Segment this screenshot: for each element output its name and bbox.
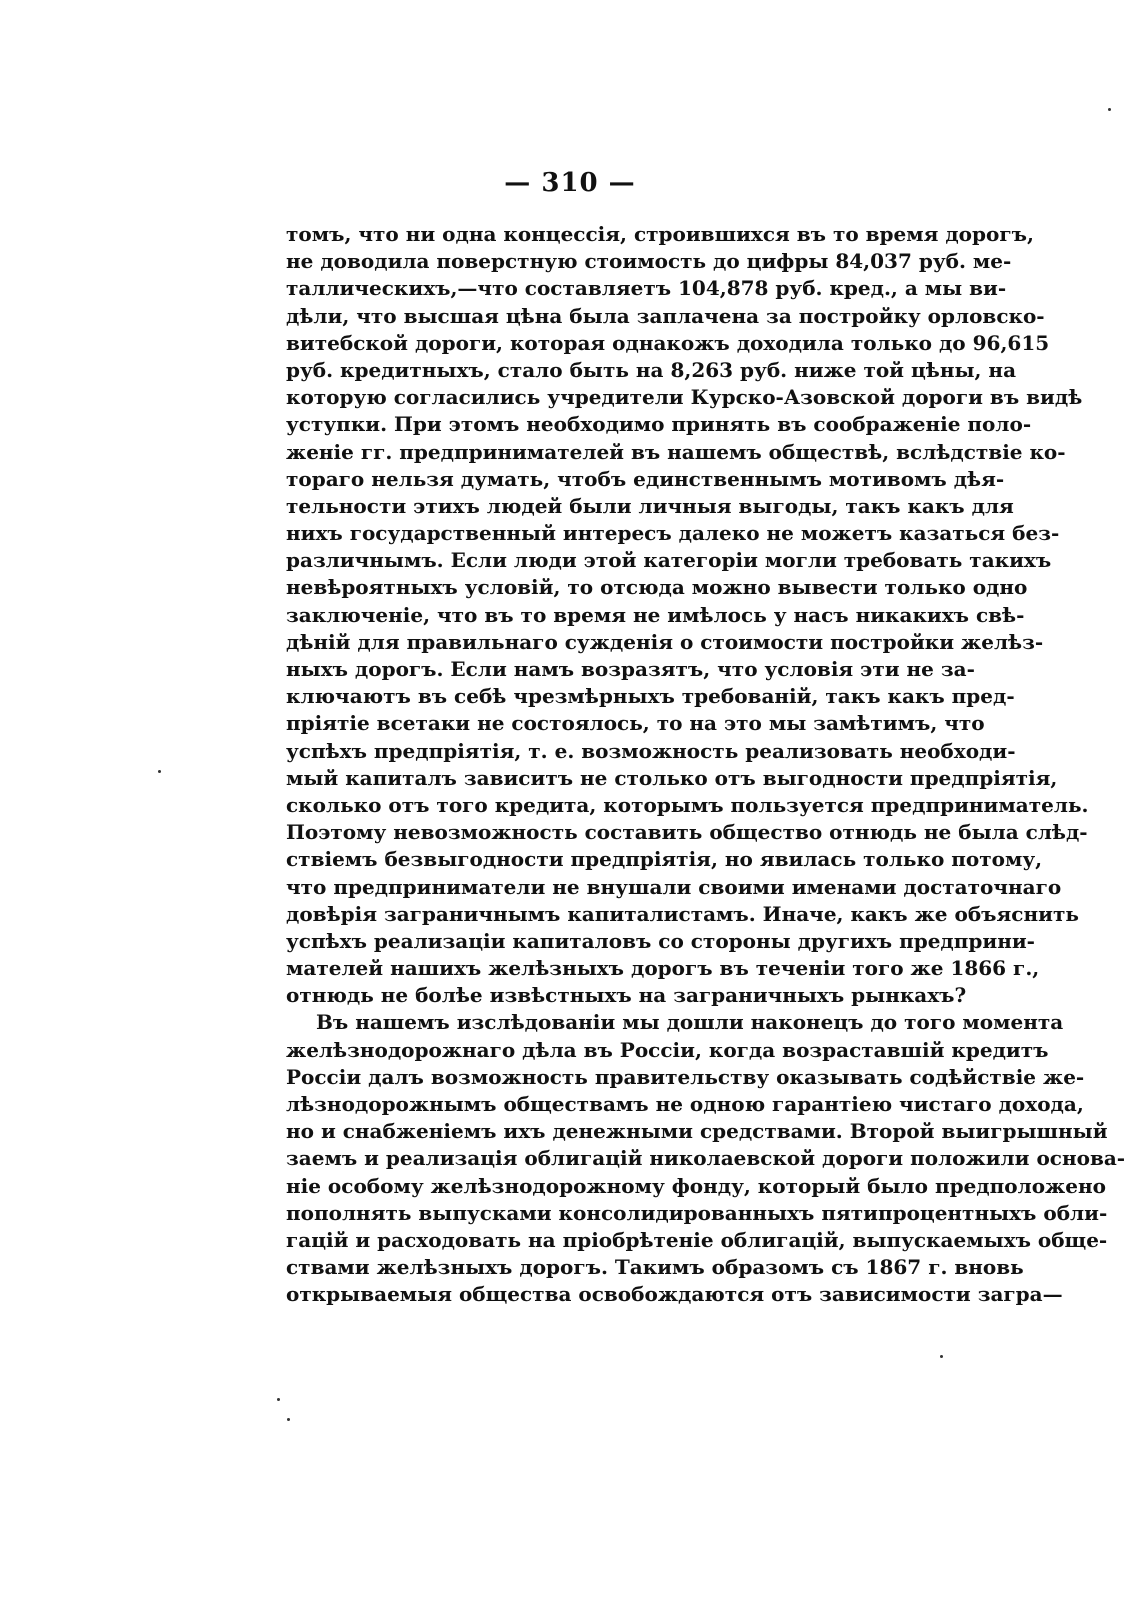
text-line: довѣрія заграничнымъ капиталистамъ. Иначе, какъ же объяснить <box>286 901 1079 926</box>
text-line: витебской дороги, которая однакожъ доходила только до 96,615 <box>286 330 1050 355</box>
paragraph <box>286 1009 1126 1308</box>
text-line: ніе особому желѣзнодорожному фонду, который было предположено <box>286 1173 1106 1198</box>
text-line: открываемыя общества освобождаются отъ зависимости загра— <box>286 1282 1063 1307</box>
text-line: Поэтому невозможность составить общество отнюдь не была слѣд- <box>286 820 1088 845</box>
text-line: успѣхъ предпріятія, т. е. возможность реализовать необходи- <box>286 738 1016 763</box>
text-line: мый капиталъ зависитъ не столько отъ выгодности предпріятія, <box>286 765 1058 790</box>
text-line: заключеніе, что въ то время не имѣлось у насъ никакихъ свѣ- <box>286 602 1025 627</box>
text-line: женіе гг. предпринимателей въ нашемъ обществѣ, вслѣдствіе ко- <box>286 439 1066 464</box>
text-line: Россіи далъ возможность правительству оказывать содѣйствіе же- <box>286 1064 1085 1089</box>
text-line: отнюдь не болѣе извѣстныхъ на заграничныхъ рынкахъ? <box>286 983 967 1008</box>
scan-speck <box>277 1398 280 1401</box>
text-line: пополнять выпусками консолидированныхъ пятипроцентныхъ обли- <box>286 1200 1108 1225</box>
scan-speck <box>158 770 161 773</box>
text-line: невѣроятныхъ условій, то отсюда можно вывести только одно <box>286 575 1028 600</box>
text-line: сколько отъ того кредита, которымъ пользуется предприниматель. <box>286 792 1089 817</box>
text-line: что предприниматели не внушали своими именами достаточнаго <box>286 874 1062 899</box>
text-line: Въ нашемъ изслѣдованіи мы дошли наконецъ до того момента <box>316 1010 1064 1035</box>
scan-speck <box>940 1355 943 1358</box>
text-line: пріятіе всетаки не состоялось, то на это мы замѣтимъ, что <box>286 711 985 736</box>
text-line: уступки. При этомъ необходимо принять въ соображеніе поло- <box>286 412 1032 437</box>
text-line: дѣли, что высшая цѣна была заплачена за постройку орловско- <box>286 303 1045 328</box>
paragraph <box>286 221 1089 1009</box>
text-line: успѣхъ реализаціи капиталовъ со стороны другихъ предприни- <box>286 928 1035 953</box>
text-line: таллическихъ,—что составляетъ 104,878 руб. кред., а мы ви- <box>286 276 1007 301</box>
text-line: гацій и расходовать на пріобрѣтеніе облигацій, выпускаемыхъ обще- <box>286 1227 1108 1252</box>
text-line: ныхъ дорогъ. Если намъ возразятъ, что условія эти не за- <box>286 657 975 681</box>
text-line: дѣній для правильнаго сужденія о стоимости постройки желѣз- <box>286 629 1044 654</box>
text-body <box>286 221 1126 1309</box>
scan-speck <box>1108 108 1111 111</box>
scan-speck <box>287 1418 290 1421</box>
text-line: различнымъ. Если люди этой категоріи могли требовать такихъ <box>286 548 1052 573</box>
text-line: руб. кредитныхъ, стало быть на 8,263 руб. ниже той цѣны, на <box>286 357 1017 382</box>
text-line: но и снабженіемъ ихъ денежными средствами. Второй выигрышный <box>286 1119 1108 1144</box>
text-line: заемъ и реализація облигацій николаевской дороги положили основа- <box>286 1146 1126 1171</box>
text-line: томъ, что ни одна концессія, строившихся въ то время дорогъ, <box>286 222 1034 246</box>
text-line: не доводила поверстную стоимость до цифры 84,037 руб. ме- <box>286 249 1012 274</box>
page-number: — 310 — <box>504 168 636 198</box>
text-line: тельности этихъ людей были личныя выгоды, такъ какъ для <box>286 493 1014 518</box>
text-line: которую согласились учредители Курско-Азовской дороги въ видѣ <box>286 385 1083 410</box>
text-line: нихъ государственный интересъ далеко не можетъ казаться без- <box>286 521 1060 546</box>
text-line: ствіемъ безвыгодности предпріятія, но явилась только потому, <box>286 847 1043 872</box>
text-line: тораго нельзя думать, чтобъ единственнымъ мотивомъ дѣя- <box>286 466 1005 491</box>
text-line: ствами желѣзныхъ дорогъ. Такимъ образомъ съ 1867 г. вновь <box>286 1255 1024 1280</box>
text-line: желѣзнодорожнаго дѣла въ Россіи, когда возраставшій кредитъ <box>286 1037 1049 1062</box>
text-line: мателей нашихъ желѣзныхъ дорогъ въ теченіи того же 1866 г., <box>286 956 1040 981</box>
text-line: лѣзнодорожнымъ обществамъ не одною гарантіею чистаго дохода, <box>286 1092 1084 1116</box>
text-line: ключаютъ въ себѣ чрезмѣрныхъ требованій, такъ какъ пред- <box>286 684 1015 709</box>
